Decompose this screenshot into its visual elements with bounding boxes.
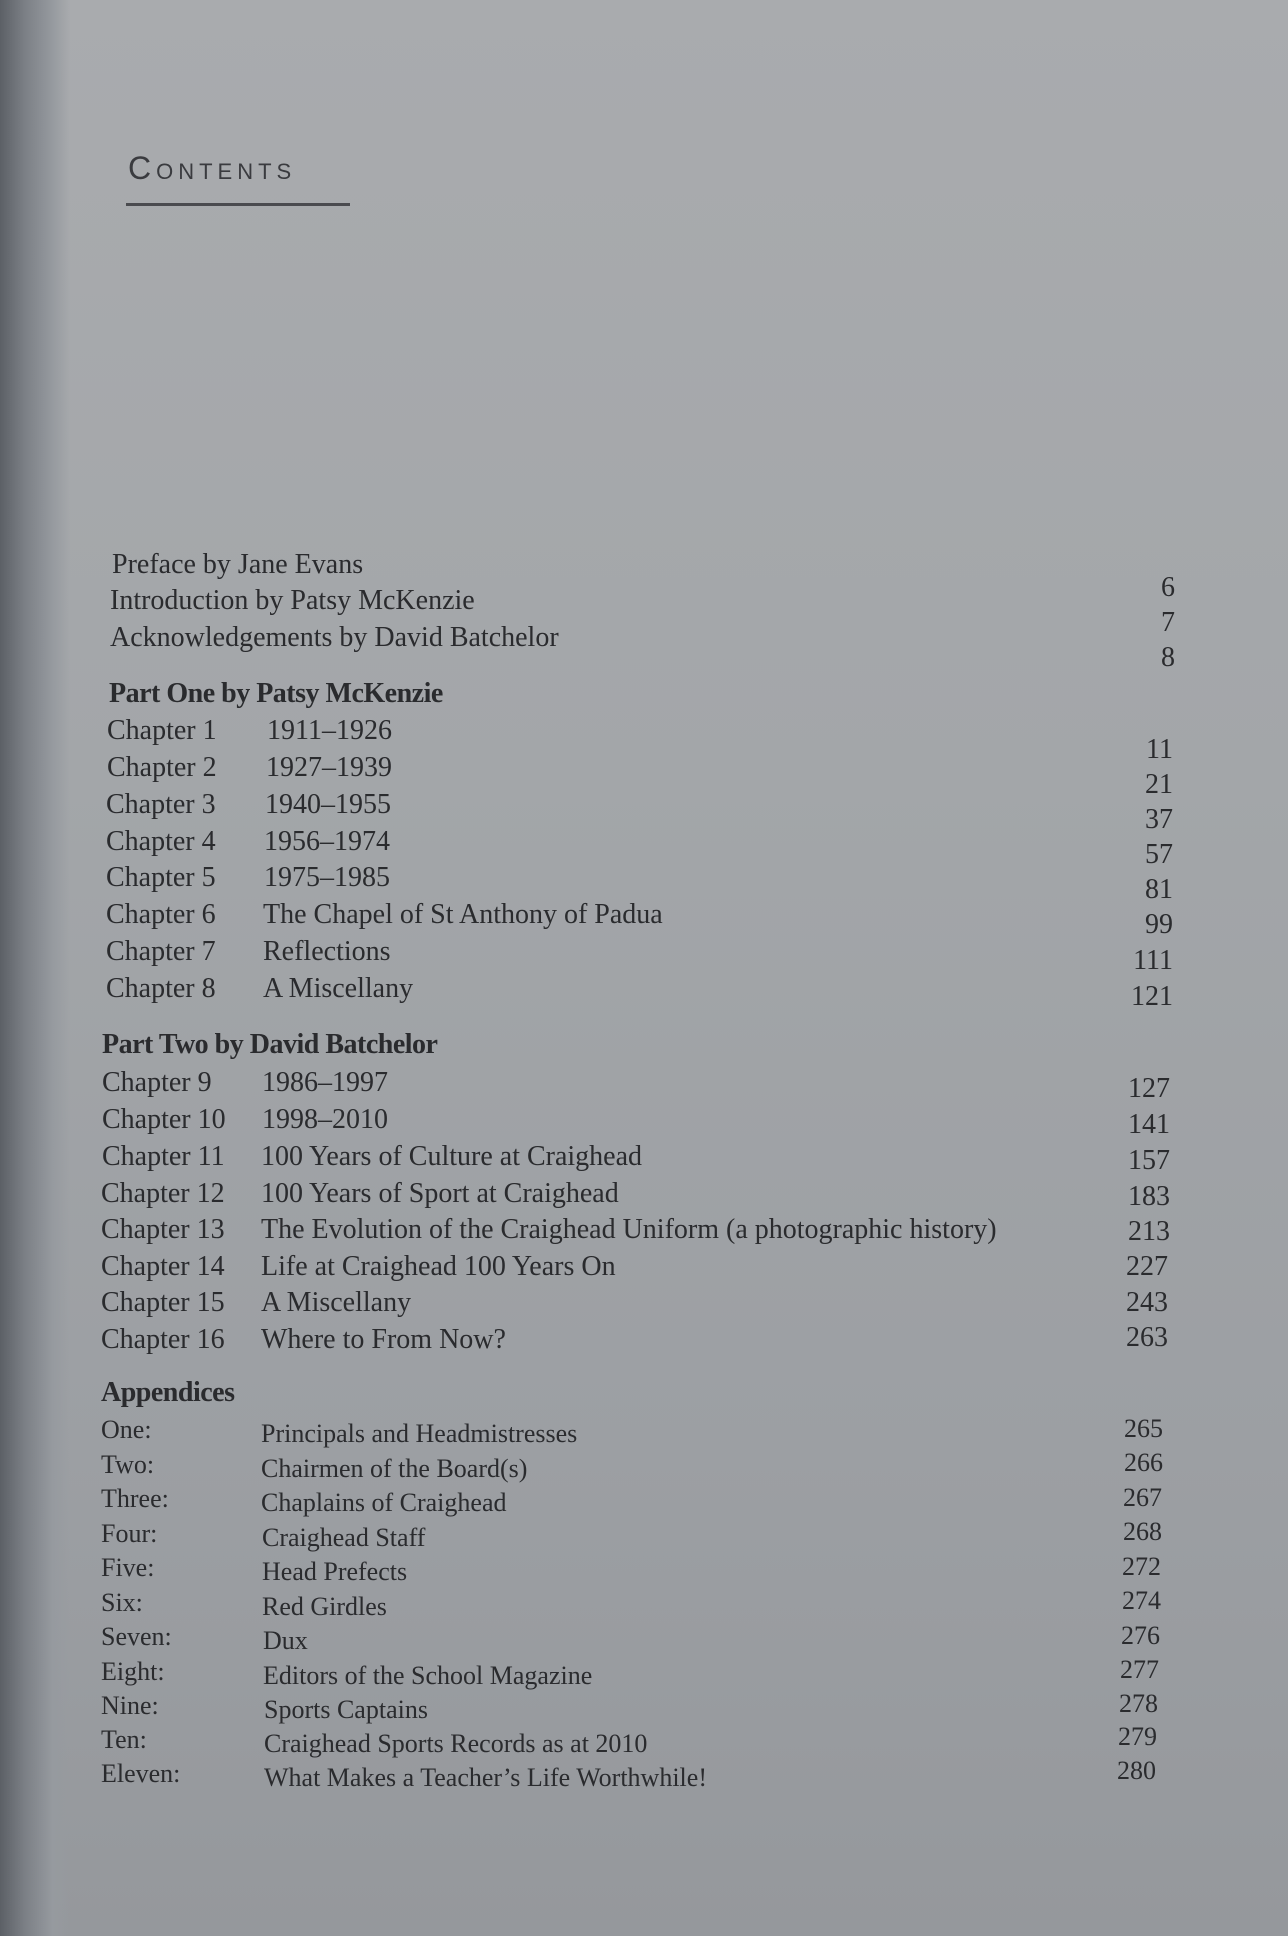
page-number: 11	[1146, 734, 1173, 765]
chapter-label: Chapter 15	[101, 1287, 225, 1318]
entry-title: Introduction by Patsy McKenzie	[110, 585, 475, 616]
entry-title: Acknowledgements by David Batchelor	[110, 622, 559, 653]
page-number: 280	[1117, 1756, 1156, 1785]
page-number: 57	[1145, 839, 1173, 870]
page-number: 278	[1119, 1689, 1158, 1718]
appendix-title: Chaplains of Craighead	[261, 1488, 507, 1517]
chapter-row	[106, 825, 1186, 859]
chapter-title: A Miscellany	[263, 973, 414, 1004]
chapter-row	[106, 788, 1186, 822]
page-number: 227	[1126, 1251, 1168, 1282]
chapter-title: 100 Years of Sport at Craighead	[261, 1178, 619, 1209]
chapter-row	[106, 898, 1186, 932]
chapter-title: 1940–1955	[265, 789, 391, 820]
appendix-title: Sports Captains	[264, 1695, 428, 1724]
chapter-label: Chapter 10	[102, 1104, 226, 1135]
page-title: Contents	[128, 150, 297, 186]
chapter-label: Chapter 14	[101, 1251, 225, 1282]
page-number: 213	[1128, 1216, 1170, 1247]
entry-title: Preface by Jane Evans	[112, 549, 364, 580]
appendix-row	[101, 1413, 1191, 1447]
chapter-label: Chapter 6	[106, 899, 216, 930]
chapter-row	[101, 1213, 1191, 1247]
appendix-row	[101, 1551, 1191, 1585]
appendix-title: Editors of the School Magazine	[263, 1661, 593, 1690]
front-matter-entry	[110, 621, 1180, 655]
appendix-label: Six:	[101, 1588, 143, 1617]
chapter-label: Chapter 13	[101, 1214, 225, 1245]
chapter-label: Chapter 9	[102, 1067, 212, 1098]
page-number: 277	[1120, 1655, 1159, 1684]
appendix-row	[101, 1757, 1191, 1791]
chapter-row	[107, 751, 1187, 785]
chapter-label: Chapter 2	[107, 752, 217, 783]
chapter-label: Chapter 1	[107, 715, 217, 746]
appendix-label: Two:	[101, 1450, 155, 1479]
page-number: 127	[1128, 1073, 1170, 1104]
chapter-label: Chapter 12	[101, 1178, 225, 1209]
appendix-title: Chairmen of the Board(s)	[261, 1454, 528, 1483]
page-number: 267	[1123, 1483, 1162, 1512]
chapter-title: 1911–1926	[267, 715, 392, 746]
chapter-title: Life at Craighead 100 Years On	[261, 1251, 616, 1282]
chapter-title: Where to From Now?	[261, 1324, 506, 1355]
appendix-label: Nine:	[101, 1691, 159, 1720]
chapter-title: 100 Years of Culture at Craighead	[261, 1141, 643, 1172]
page-number: 111	[1133, 945, 1173, 976]
chapter-title: Reflections	[263, 936, 391, 967]
chapter-row	[101, 1250, 1191, 1284]
appendix-title: What Makes a Teacher’s Life Worthwhile!	[264, 1763, 707, 1792]
page-number: 99	[1145, 909, 1173, 940]
appendix-label: Three:	[101, 1484, 169, 1513]
appendix-label: Ten:	[101, 1725, 147, 1754]
chapter-row	[101, 1323, 1191, 1357]
page-number: 6	[1161, 572, 1175, 603]
chapter-row	[101, 1177, 1191, 1211]
page-number: 7	[1161, 607, 1175, 638]
chapter-title: 1927–1939	[266, 752, 392, 783]
chapter-row	[106, 861, 1186, 895]
chapter-row	[102, 1103, 1192, 1137]
chapter-title: The Evolution of the Craighead Uniform (a photographic history)	[261, 1214, 997, 1245]
appendix-label: Five:	[101, 1553, 155, 1582]
chapter-row	[106, 972, 1186, 1006]
page-number: 265	[1124, 1414, 1163, 1443]
appendix-row	[101, 1482, 1191, 1516]
page-number: 276	[1121, 1621, 1160, 1650]
part-one-heading: Part One by Patsy McKenzie	[109, 678, 443, 709]
appendix-row	[101, 1448, 1191, 1482]
page-number: 279	[1118, 1722, 1157, 1751]
appendix-row	[101, 1586, 1191, 1620]
appendix-title: Dux	[263, 1626, 308, 1655]
appendix-title: Head Prefects	[262, 1557, 408, 1586]
appendix-row	[101, 1655, 1191, 1689]
chapter-label: Chapter 8	[106, 973, 216, 1004]
page-number: 263	[1126, 1322, 1168, 1353]
page-number: 81	[1145, 874, 1173, 905]
appendix-title: Craighead Staff	[262, 1523, 426, 1552]
page-number: 141	[1128, 1109, 1170, 1140]
chapter-row	[102, 1140, 1192, 1174]
chapter-row	[107, 714, 1187, 748]
chapter-label: Chapter 3	[106, 789, 216, 820]
appendices-heading: Appendices	[101, 1377, 235, 1408]
chapter-label: Chapter 11	[102, 1141, 225, 1172]
front-matter-entry	[110, 584, 1180, 618]
appendix-title: Craighead Sports Records as at 2010	[264, 1729, 648, 1758]
chapter-title: A Miscellany	[261, 1287, 412, 1318]
appendix-label: Four:	[101, 1519, 158, 1548]
page-number: 268	[1123, 1517, 1162, 1546]
appendix-label: Eleven:	[101, 1759, 181, 1788]
chapter-row	[102, 1066, 1192, 1100]
appendix-label: One:	[101, 1415, 152, 1444]
appendix-row	[101, 1620, 1191, 1654]
page-number: 266	[1124, 1448, 1163, 1477]
page-number: 157	[1128, 1145, 1170, 1176]
appendix-row	[101, 1723, 1191, 1757]
chapter-row	[106, 935, 1186, 969]
chapter-label: Chapter 7	[106, 936, 216, 967]
appendix-title: Red Girdles	[262, 1592, 387, 1621]
page-number: 37	[1145, 804, 1173, 835]
appendix-label: Seven:	[101, 1622, 172, 1651]
chapter-title: 1998–2010	[262, 1104, 388, 1135]
title-underline	[126, 203, 350, 206]
page-number: 272	[1122, 1552, 1161, 1581]
page-number: 183	[1128, 1181, 1170, 1212]
chapter-title: 1986–1997	[262, 1067, 388, 1098]
part-two-heading: Part Two by David Batchelor	[102, 1029, 438, 1060]
chapter-label: Chapter 5	[106, 862, 216, 893]
appendix-row	[101, 1689, 1191, 1723]
chapter-title: The Chapel of St Anthony of Padua	[263, 899, 663, 930]
chapter-row	[101, 1286, 1191, 1320]
front-matter-entry	[112, 548, 1182, 582]
chapter-label: Chapter 4	[106, 826, 216, 857]
page-number: 21	[1145, 769, 1173, 800]
page-number: 121	[1131, 981, 1173, 1012]
book-spine-shadow	[0, 0, 70, 1936]
page-number: 243	[1126, 1287, 1168, 1318]
page-number: 274	[1122, 1586, 1161, 1615]
chapter-title: 1975–1985	[264, 862, 390, 893]
appendix-title: Principals and Headmistresses	[261, 1419, 578, 1448]
appendix-label: Eight:	[101, 1657, 165, 1686]
chapter-title: 1956–1974	[264, 826, 390, 857]
appendix-row	[101, 1517, 1191, 1551]
chapter-label: Chapter 16	[101, 1324, 225, 1355]
page-number: 8	[1161, 642, 1175, 673]
